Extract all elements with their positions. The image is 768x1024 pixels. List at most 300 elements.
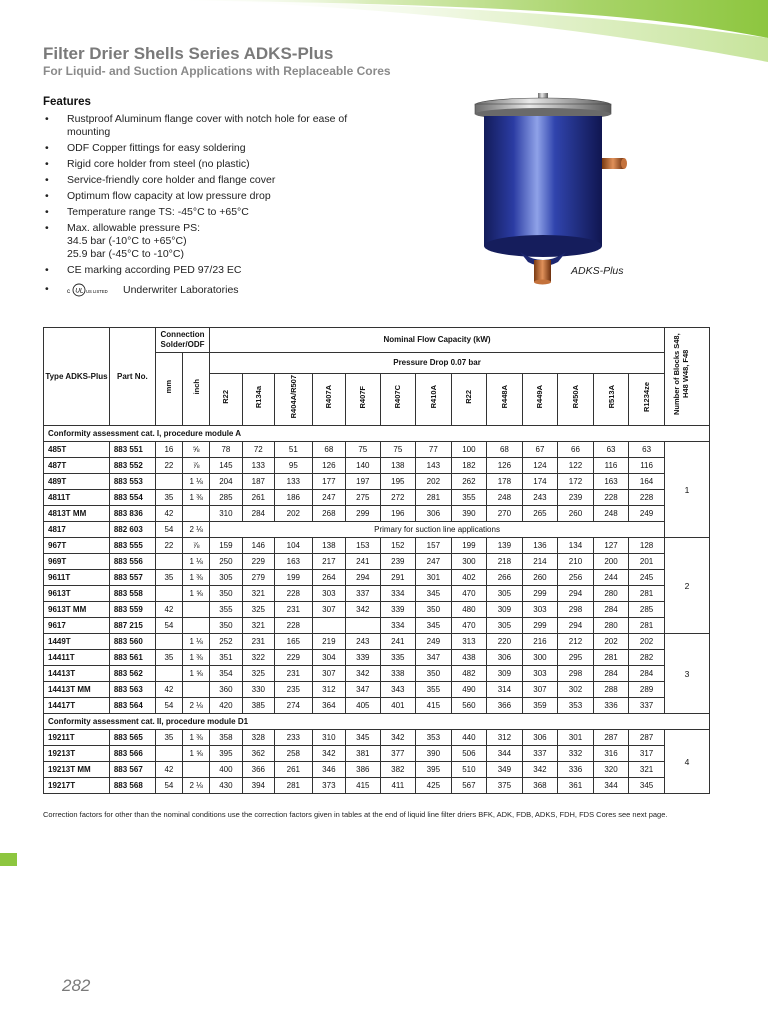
cell-value: 229 [242, 554, 274, 570]
cell-value: 133 [275, 474, 313, 490]
cell-value: 67 [522, 442, 558, 458]
cell-value: 344 [593, 778, 629, 794]
cell-value: 415 [416, 698, 452, 714]
cell-value: 353 [416, 730, 452, 746]
cell-value: 196 [380, 506, 416, 522]
cell-value: 260 [522, 570, 558, 586]
cell-inch: 1 ⅜ [183, 490, 210, 506]
cell-mm: 22 [155, 538, 182, 554]
cell-part-no: 883 554 [109, 490, 155, 506]
table-row [44, 746, 710, 762]
cell-mm: 54 [155, 618, 182, 634]
page-title: Filter Drier Shells Series ADKS-Plus [43, 44, 334, 63]
cell-value: 270 [487, 506, 523, 522]
cell-type: 4817 [44, 522, 110, 538]
cell-part-no: 883 551 [109, 442, 155, 458]
cell-inch: 2 ⅛ [183, 522, 210, 538]
cell-value: 298 [558, 602, 594, 618]
cell-value: 354 [210, 666, 242, 682]
cell-value: 438 [451, 650, 487, 666]
capacity-table [43, 327, 710, 794]
header-refrigerant: R450A [558, 374, 594, 426]
cell-value: 560 [451, 698, 487, 714]
cell-value: 386 [346, 762, 380, 778]
cell-part-no: 883 558 [109, 586, 155, 602]
cell-value [346, 618, 380, 634]
cell-value: 202 [275, 506, 313, 522]
cell-value: 312 [312, 682, 345, 698]
header-refrigerant: R22 [451, 374, 487, 426]
cell-value: 116 [629, 458, 665, 474]
cell-value: 299 [346, 506, 380, 522]
cell-value: 373 [312, 778, 345, 794]
cell-inch [183, 682, 210, 698]
cell-mm [155, 586, 182, 602]
cell-value: 164 [629, 474, 665, 490]
cell-value: 249 [416, 634, 452, 650]
cell-value: 321 [629, 762, 665, 778]
feature-item-pressure: • Max. allowable pressure PS: 34.5 bar (-10°C to +65°C) 25.9 bar (-45°C to -10°C) [45, 222, 201, 260]
cell-value: 228 [629, 490, 665, 506]
cell-value: 163 [275, 554, 313, 570]
cell-part-no: 883 562 [109, 666, 155, 682]
cell-value: 349 [487, 762, 523, 778]
cell-inch [183, 602, 210, 618]
header-refrigerant: R407A [312, 374, 345, 426]
cell-value: 245 [629, 570, 665, 586]
cell-type: 14411T [44, 650, 110, 666]
cell-value: 336 [558, 762, 594, 778]
table-row [44, 458, 710, 474]
cell-value: 128 [629, 538, 665, 554]
cell-value: 313 [451, 634, 487, 650]
cell-value: 328 [242, 730, 274, 746]
capacity-table-container [43, 327, 710, 794]
cell-value: 134 [558, 538, 594, 554]
cell-value: 305 [487, 618, 523, 634]
cell-value: 330 [242, 682, 274, 698]
cell-value: 177 [312, 474, 345, 490]
cell-value: 244 [593, 570, 629, 586]
cell-value: 241 [346, 554, 380, 570]
cell-value: 350 [210, 618, 242, 634]
cell-value: 284 [629, 666, 665, 682]
section-row [44, 426, 710, 442]
table-row [44, 586, 710, 602]
cell-value: 440 [451, 730, 487, 746]
cell-value: 239 [380, 554, 416, 570]
cell-note: Primary for suction line applications [210, 522, 665, 538]
cell-value: 303 [312, 586, 345, 602]
cell-value: 159 [210, 538, 242, 554]
feature-item-ul: • c UL US LISTED Underwriter Laboratories [45, 283, 239, 296]
cell-value: 300 [522, 650, 558, 666]
cell-type: 1449T [44, 634, 110, 650]
cell-mm: 35 [155, 490, 182, 506]
cell-value: 390 [451, 506, 487, 522]
cell-mm [155, 634, 182, 650]
cell-value: 344 [487, 746, 523, 762]
cell-value: 390 [416, 746, 452, 762]
cell-value: 104 [275, 538, 313, 554]
table-row [44, 762, 710, 778]
cell-mm: 35 [155, 730, 182, 746]
cell-value: 322 [242, 650, 274, 666]
table-row [44, 618, 710, 634]
cell-value: 266 [487, 570, 523, 586]
header-refrigerant: R513A [593, 374, 629, 426]
cell-value: 345 [416, 618, 452, 634]
cell-mm: 16 [155, 442, 182, 458]
cell-value: 336 [593, 698, 629, 714]
cell-value: 343 [380, 682, 416, 698]
cell-value: 228 [593, 490, 629, 506]
table-row [44, 634, 710, 650]
cell-value: 345 [629, 778, 665, 794]
cell-part-no: 883 557 [109, 570, 155, 586]
cell-value: 280 [593, 618, 629, 634]
cell-value: 248 [487, 490, 523, 506]
cell-value: 133 [242, 458, 274, 474]
cell-value: 284 [593, 602, 629, 618]
cell-value: 306 [487, 650, 523, 666]
cell-value: 377 [380, 746, 416, 762]
cell-type: 489T [44, 474, 110, 490]
cell-value: 291 [380, 570, 416, 586]
cell-value: 261 [275, 762, 313, 778]
cell-part-no: 883 560 [109, 634, 155, 650]
section-label: Conformity assessment cat. I, procedure module A [44, 426, 710, 442]
cell-value: 202 [593, 634, 629, 650]
cell-value: 199 [451, 538, 487, 554]
cell-value: 212 [558, 634, 594, 650]
cell-value: 309 [487, 602, 523, 618]
cell-value: 401 [380, 698, 416, 714]
cell-value: 342 [522, 762, 558, 778]
cell-type: 4811T [44, 490, 110, 506]
cell-value: 281 [629, 586, 665, 602]
cell-type: 4813T MM [44, 506, 110, 522]
cell-inch: 1 ⅝ [183, 586, 210, 602]
table-row [44, 666, 710, 682]
cell-value: 66 [558, 442, 594, 458]
cell-value: 298 [558, 666, 594, 682]
table-row [44, 682, 710, 698]
table-row [44, 538, 710, 554]
cell-inch: 1 ⅛ [183, 474, 210, 490]
cell-value: 233 [275, 730, 313, 746]
cell-value: 342 [346, 602, 380, 618]
feature-item: • Service-friendly core holder and flange cover [45, 174, 276, 186]
cell-value: 289 [629, 682, 665, 698]
cell-value: 334 [380, 586, 416, 602]
table-row [44, 650, 710, 666]
cell-value: 280 [593, 586, 629, 602]
cell-value: 75 [380, 442, 416, 458]
cell-mm: 35 [155, 570, 182, 586]
header-mm: mm [155, 353, 182, 426]
cell-value: 153 [346, 538, 380, 554]
header-part-no: Part No. [109, 328, 155, 426]
cell-mm: 42 [155, 602, 182, 618]
cell-inch [183, 618, 210, 634]
cell-value: 358 [210, 730, 242, 746]
table-row [44, 474, 710, 490]
cell-type: 9613T MM [44, 602, 110, 618]
table-row [44, 698, 710, 714]
cell-value: 316 [593, 746, 629, 762]
cell-value: 355 [210, 602, 242, 618]
cell-value: 347 [346, 682, 380, 698]
cell-value: 395 [210, 746, 242, 762]
page-subtitle: For Liquid- and Suction Applications with Replaceable Cores [43, 64, 391, 78]
cell-type: 969T [44, 554, 110, 570]
cell-value: 126 [312, 458, 345, 474]
cell-value: 281 [629, 618, 665, 634]
cell-value: 124 [522, 458, 558, 474]
cell-value: 317 [629, 746, 665, 762]
cell-value: 274 [275, 698, 313, 714]
cell-value: 345 [416, 586, 452, 602]
cell-inch: ⅝ [183, 442, 210, 458]
cell-value: 256 [558, 570, 594, 586]
cell-value: 272 [380, 490, 416, 506]
cell-inch: 2 ⅛ [183, 778, 210, 794]
cell-value: 202 [629, 634, 665, 650]
cell-inch [183, 506, 210, 522]
cell-value: 268 [312, 506, 345, 522]
cell-type: 967T [44, 538, 110, 554]
feature-item: • Temperature range TS: -45°C to +65°C [45, 206, 249, 218]
cell-value [312, 618, 345, 634]
cell-value: 375 [487, 778, 523, 794]
cell-value: 252 [210, 634, 242, 650]
cell-part-no: 883 561 [109, 650, 155, 666]
cell-value: 302 [558, 682, 594, 698]
cell-value: 510 [451, 762, 487, 778]
cell-value: 279 [242, 570, 274, 586]
cell-value: 350 [210, 586, 242, 602]
cell-value: 281 [416, 490, 452, 506]
cell-value: 288 [593, 682, 629, 698]
cell-value: 228 [275, 586, 313, 602]
cell-value: 201 [629, 554, 665, 570]
cell-value: 411 [380, 778, 416, 794]
header-pressure-drop: Pressure Drop 0.07 bar [210, 353, 665, 374]
ul-mark-ul: UL [75, 287, 84, 295]
cell-value: 470 [451, 586, 487, 602]
cell-part-no: 883 555 [109, 538, 155, 554]
cell-part-no: 883 567 [109, 762, 155, 778]
features-list [43, 113, 373, 300]
cell-value: 303 [522, 666, 558, 682]
cell-value: 51 [275, 442, 313, 458]
header-type: Type ADKS-Plus [44, 328, 110, 426]
header-refrigerant: R448A [487, 374, 523, 426]
cell-value: 339 [346, 650, 380, 666]
cell-value: 364 [312, 698, 345, 714]
cell-value: 219 [312, 634, 345, 650]
cell-value: 294 [346, 570, 380, 586]
cell-mm: 42 [155, 506, 182, 522]
cell-value: 385 [242, 698, 274, 714]
cell-value: 243 [522, 490, 558, 506]
cell-value: 220 [487, 634, 523, 650]
cell-value: 250 [210, 554, 242, 570]
cell-value: 400 [210, 762, 242, 778]
cell-type: 19217T [44, 778, 110, 794]
cell-value: 172 [558, 474, 594, 490]
cell-value: 310 [312, 730, 345, 746]
table-row [44, 730, 710, 746]
cell-part-no: 882 603 [109, 522, 155, 538]
table-row [44, 506, 710, 522]
cell-mm [155, 666, 182, 682]
cell-value: 143 [416, 458, 452, 474]
cell-value: 146 [242, 538, 274, 554]
cell-inch: ⅞ [183, 458, 210, 474]
cell-value: 197 [346, 474, 380, 490]
ul-text: Underwriter Laboratories [123, 283, 239, 296]
cell-value: 247 [312, 490, 345, 506]
cell-value: 470 [451, 618, 487, 634]
header-refrigerant: R134a [242, 374, 274, 426]
cell-value: 228 [275, 618, 313, 634]
cell-value: 303 [522, 602, 558, 618]
cell-value: 381 [346, 746, 380, 762]
header-refrigerant: R404A/R507 [275, 374, 313, 426]
cell-value: 314 [487, 682, 523, 698]
cell-value: 402 [451, 570, 487, 586]
cell-mm: 42 [155, 682, 182, 698]
feature-item: • Rigid core holder from steel (no plastic) [45, 158, 250, 170]
cell-part-no: 883 836 [109, 506, 155, 522]
cell-value: 306 [416, 506, 452, 522]
cell-value: 295 [558, 650, 594, 666]
cell-value: 325 [242, 666, 274, 682]
cell-value: 136 [522, 538, 558, 554]
cell-value: 260 [558, 506, 594, 522]
cell-value: 163 [593, 474, 629, 490]
cell-value: 355 [451, 490, 487, 506]
cell-inch: 1 ⅛ [183, 634, 210, 650]
footnote: Correction factors for other than the nominal conditions use the correction factors given in tables at the end of liquid line filter driers BFK, ADK, FDB, ADKS, FDH, FDS Cores see next page. [43, 810, 668, 819]
cell-value: 332 [558, 746, 594, 762]
cell-part-no: 883 565 [109, 730, 155, 746]
cell-value: 337 [629, 698, 665, 714]
cell-mm: 42 [155, 762, 182, 778]
cell-value: 218 [487, 554, 523, 570]
cell-value: 186 [275, 490, 313, 506]
cell-value: 284 [242, 506, 274, 522]
cell-value: 187 [242, 474, 274, 490]
cell-value: 63 [629, 442, 665, 458]
cell-value: 282 [629, 650, 665, 666]
cell-value: 346 [312, 762, 345, 778]
cell-inch: 1 ⅜ [183, 730, 210, 746]
cell-value: 301 [558, 730, 594, 746]
cell-type: 14413T MM [44, 682, 110, 698]
cell-inch: 1 ⅜ [183, 570, 210, 586]
cell-value: 321 [242, 586, 274, 602]
cell-mm [155, 554, 182, 570]
cell-value: 204 [210, 474, 242, 490]
cell-value: 342 [312, 746, 345, 762]
cell-value: 287 [593, 730, 629, 746]
table-row [44, 490, 710, 506]
cell-part-no: 887 215 [109, 618, 155, 634]
cell-value: 567 [451, 778, 487, 794]
cell-value: 281 [593, 650, 629, 666]
cell-value: 342 [346, 666, 380, 682]
cell-type: 9613T [44, 586, 110, 602]
cell-value: 75 [346, 442, 380, 458]
cell-part-no: 883 553 [109, 474, 155, 490]
cell-value: 126 [487, 458, 523, 474]
cell-value: 368 [522, 778, 558, 794]
cell-part-no: 883 552 [109, 458, 155, 474]
cell-value: 382 [380, 762, 416, 778]
cell-value: 202 [416, 474, 452, 490]
cell-value: 231 [275, 602, 313, 618]
cell-type: 487T [44, 458, 110, 474]
cell-value: 258 [275, 746, 313, 762]
cell-value: 261 [242, 490, 274, 506]
cell-value: 350 [416, 666, 452, 682]
cell-blocks: 2 [664, 538, 709, 634]
cell-value: 285 [210, 490, 242, 506]
cell-value: 165 [275, 634, 313, 650]
cell-value: 217 [312, 554, 345, 570]
cell-value: 420 [210, 698, 242, 714]
cell-value: 195 [380, 474, 416, 490]
cell-value: 361 [558, 778, 594, 794]
filter-drier-product-image [462, 90, 632, 285]
cell-value: 265 [522, 506, 558, 522]
cell-value: 157 [416, 538, 452, 554]
cell-inch: ⅞ [183, 538, 210, 554]
cell-value: 235 [275, 682, 313, 698]
table-row [44, 554, 710, 570]
cell-value: 345 [346, 730, 380, 746]
cell-part-no: 883 568 [109, 778, 155, 794]
cell-inch: 1 ⅛ [183, 554, 210, 570]
cell-value: 309 [487, 666, 523, 682]
cell-value: 304 [312, 650, 345, 666]
cell-value: 395 [416, 762, 452, 778]
header-refrigerant: R407C [380, 374, 416, 426]
cell-value: 307 [312, 666, 345, 682]
cell-value: 116 [593, 458, 629, 474]
cell-value: 68 [312, 442, 345, 458]
feature-item: • ODF Copper fittings for easy soldering [45, 142, 246, 154]
cell-value: 480 [451, 602, 487, 618]
product-caption: ADKS-Plus [571, 265, 624, 277]
cell-part-no: 883 563 [109, 682, 155, 698]
cell-value: 243 [346, 634, 380, 650]
header-inch: inch [183, 353, 210, 426]
cell-value: 394 [242, 778, 274, 794]
cell-type: 19211T [44, 730, 110, 746]
cell-value: 347 [416, 650, 452, 666]
cell-value: 335 [380, 650, 416, 666]
cell-value: 338 [380, 666, 416, 682]
cell-value: 200 [593, 554, 629, 570]
cell-value: 362 [242, 746, 274, 762]
cell-value: 482 [451, 666, 487, 682]
header-refrigerant: R407F [346, 374, 380, 426]
cell-value: 366 [242, 762, 274, 778]
